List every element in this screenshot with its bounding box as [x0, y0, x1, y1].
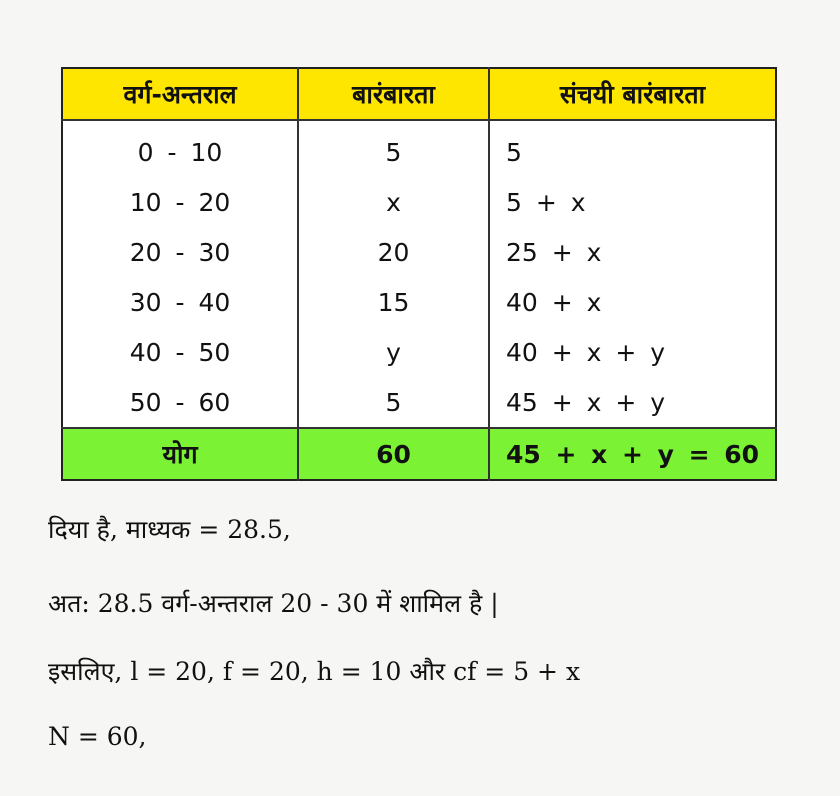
given-median-text: दिया है, माध्यक = 28.5,: [48, 515, 291, 544]
total-frequency: 60: [298, 428, 489, 480]
cell-interval: 0 - 10: [62, 120, 298, 177]
table-row: [62, 120, 776, 177]
cell-frequency: 5: [298, 377, 489, 428]
cell-frequency: 20: [298, 227, 489, 277]
header-cumulative-frequency: संचयी बारंबारता: [489, 68, 776, 120]
cell-frequency: x: [298, 177, 489, 227]
cell-cumulative: 5 + x: [506, 187, 586, 217]
total-cumulative: 45 + x + y = 60: [489, 428, 776, 480]
table-row: [62, 327, 776, 377]
table-row: [62, 277, 776, 327]
header-class-interval: वर्ग-अन्तराल: [62, 68, 298, 120]
total-label: योग: [62, 428, 298, 480]
cell-cumulative: 25 + x: [506, 237, 602, 267]
cell-interval: 30 - 40: [62, 277, 298, 327]
parameters-text: इसलिए, l = 20, f = 20, h = 10 और cf = 5 + x: [48, 657, 581, 686]
table-row: [62, 377, 776, 428]
cell-cumulative: 40 + x: [506, 287, 602, 317]
table-total-row: [62, 428, 776, 480]
cell-frequency: 5: [298, 120, 489, 177]
total-frequency-text: N = 60,: [48, 722, 147, 751]
cell-cumulative: 40 + x + y: [506, 337, 666, 367]
cell-frequency: 15: [298, 277, 489, 327]
median-class-text: अत: 28.5 वर्ग-अन्तराल 20 - 30 में शामिल है |: [48, 589, 499, 618]
cell-cumulative: 45 + x + y: [506, 387, 666, 417]
cell-cumulative: 5: [506, 137, 522, 167]
cell-frequency: y: [298, 327, 489, 377]
frequency-table: [61, 67, 777, 481]
cell-interval: 20 - 30: [62, 227, 298, 277]
cell-interval: 40 - 50: [62, 327, 298, 377]
cell-interval: 50 - 60: [62, 377, 298, 428]
cell-interval: 10 - 20: [62, 177, 298, 227]
table-row: [62, 177, 776, 227]
table-row: [62, 227, 776, 277]
header-frequency: बारंबारता: [298, 68, 489, 120]
table-header-row: [62, 68, 776, 120]
